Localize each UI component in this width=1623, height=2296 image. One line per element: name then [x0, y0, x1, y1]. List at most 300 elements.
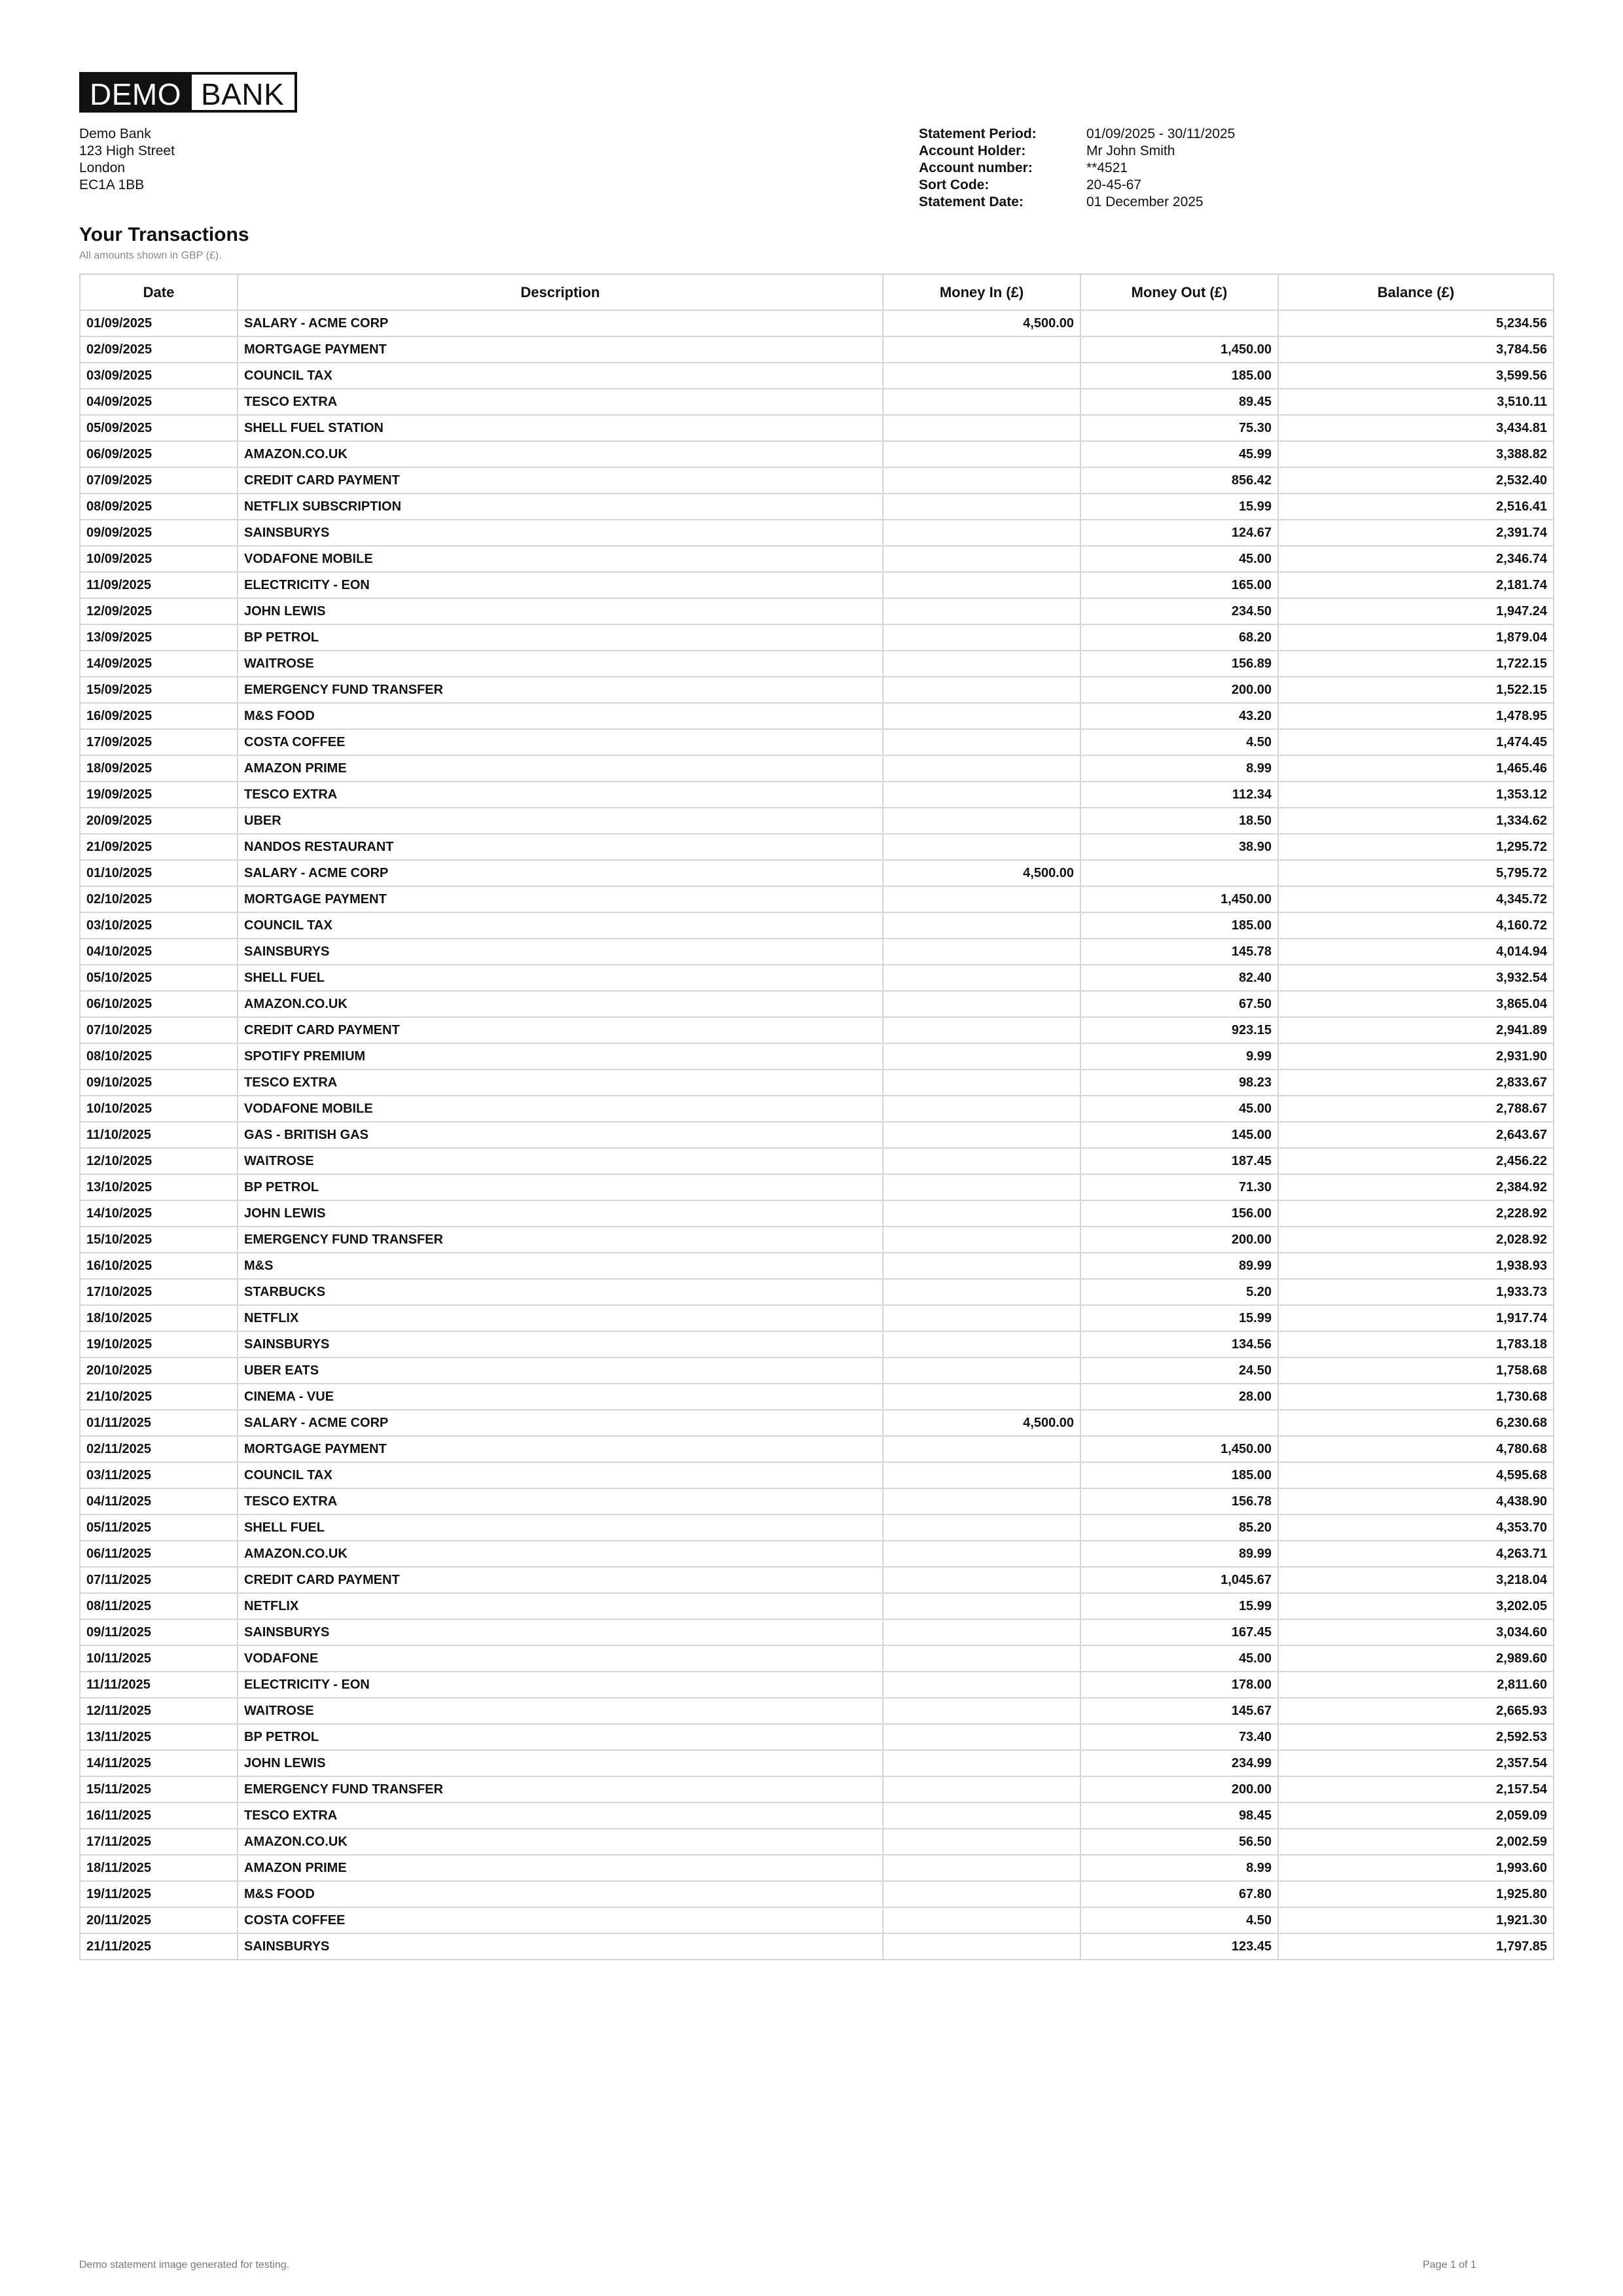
table-row: [80, 1645, 1554, 1672]
cell-money-in: [883, 546, 1080, 572]
account-holder-row: [919, 143, 1235, 160]
cell-description: COSTA COFFEE: [238, 729, 883, 755]
cell-money-in: [883, 441, 1080, 467]
cell-money-out: 124.67: [1080, 520, 1278, 546]
table-row: [80, 1593, 1554, 1619]
cell-money-out: [1080, 1410, 1278, 1436]
cell-money-in: [883, 912, 1080, 939]
cell-description: CREDIT CARD PAYMENT: [238, 467, 883, 493]
cell-money-out: 82.40: [1080, 965, 1278, 991]
address-line: 123 High Street: [79, 143, 175, 158]
cell-description: WAITROSE: [238, 1148, 883, 1174]
cell-balance: 1,917.74: [1278, 1305, 1554, 1331]
cell-money-in: [883, 572, 1080, 598]
cell-balance: 3,932.54: [1278, 965, 1554, 991]
cell-money-out: 4.50: [1080, 1907, 1278, 1933]
cell-balance: 5,795.72: [1278, 860, 1554, 886]
cell-description: SHELL FUEL: [238, 1515, 883, 1541]
statement-info: [919, 126, 1235, 211]
cell-balance: 1,938.93: [1278, 1253, 1554, 1279]
table-row: [80, 1305, 1554, 1331]
cell-balance: 2,384.92: [1278, 1174, 1554, 1200]
cell-money-out: 234.99: [1080, 1750, 1278, 1776]
table-row: [80, 912, 1554, 939]
cell-description: SAINSBURYS: [238, 939, 883, 965]
cell-description: JOHN LEWIS: [238, 1200, 883, 1227]
cell-date: 14/11/2025: [80, 1750, 238, 1776]
cell-money-in: [883, 1200, 1080, 1227]
cell-money-in: [883, 1541, 1080, 1567]
cell-date: 04/10/2025: [80, 939, 238, 965]
cell-description: AMAZON.CO.UK: [238, 1829, 883, 1855]
cell-balance: 1,474.45: [1278, 729, 1554, 755]
table-row: [80, 1410, 1554, 1436]
cell-balance: 3,599.56: [1278, 363, 1554, 389]
info-value: 01/09/2025 - 30/11/2025: [1086, 126, 1236, 141]
cell-balance: 2,059.09: [1278, 1803, 1554, 1829]
cell-money-in: [883, 1619, 1080, 1645]
table-row: [80, 1829, 1554, 1855]
cell-balance: 1,522.15: [1278, 677, 1554, 703]
cell-date: 12/09/2025: [80, 598, 238, 624]
cell-date: 18/09/2025: [80, 755, 238, 781]
cell-money-in: [883, 1436, 1080, 1462]
table-header-row: [80, 274, 1554, 310]
cell-date: 02/11/2025: [80, 1436, 238, 1462]
cell-description: EMERGENCY FUND TRANSFER: [238, 1776, 883, 1803]
table-row: [80, 991, 1554, 1017]
info-label: Statement Date:: [919, 194, 1024, 209]
cell-money-in: [883, 1357, 1080, 1384]
cell-money-out: 85.20: [1080, 1515, 1278, 1541]
cell-date: 10/10/2025: [80, 1096, 238, 1122]
cell-money-out: 123.45: [1080, 1933, 1278, 1960]
table-row: [80, 1698, 1554, 1724]
cell-date: 21/10/2025: [80, 1384, 238, 1410]
table-row: [80, 1017, 1554, 1043]
table-row: [80, 572, 1554, 598]
logo-demo-text: DEMO: [82, 75, 192, 110]
cell-money-out: 43.20: [1080, 703, 1278, 729]
table-row: [80, 389, 1554, 415]
cell-description: SALARY - ACME CORP: [238, 1410, 883, 1436]
cell-money-in: [883, 651, 1080, 677]
cell-description: VODAFONE MOBILE: [238, 546, 883, 572]
cell-money-out: 856.42: [1080, 467, 1278, 493]
cell-description: BP PETROL: [238, 1724, 883, 1750]
cell-money-in: [883, 1645, 1080, 1672]
cell-money-out: [1080, 310, 1278, 336]
address-line: London: [79, 160, 126, 175]
table-row: [80, 1672, 1554, 1698]
cell-balance: 2,002.59: [1278, 1829, 1554, 1855]
cell-balance: 4,780.68: [1278, 1436, 1554, 1462]
cell-money-out: 8.99: [1080, 1855, 1278, 1881]
cell-balance: 1,334.62: [1278, 808, 1554, 834]
cell-date: 16/10/2025: [80, 1253, 238, 1279]
cell-balance: 2,456.22: [1278, 1148, 1554, 1174]
cell-balance: 4,438.90: [1278, 1488, 1554, 1515]
cell-balance: 2,346.74: [1278, 546, 1554, 572]
cell-date: 06/10/2025: [80, 991, 238, 1017]
cell-description: WAITROSE: [238, 1698, 883, 1724]
cell-description: SAINSBURYS: [238, 1331, 883, 1357]
cell-money-in: [883, 1122, 1080, 1148]
cell-description: TESCO EXTRA: [238, 1488, 883, 1515]
page-number: Page 1 of 1: [1423, 2259, 1476, 2270]
cell-description: NANDOS RESTAURANT: [238, 834, 883, 860]
info-value: 01 December 2025: [1086, 194, 1204, 209]
cell-date: 07/11/2025: [80, 1567, 238, 1593]
cell-description: VODAFONE MOBILE: [238, 1096, 883, 1122]
table-row: [80, 1384, 1554, 1410]
cell-money-out: 18.50: [1080, 808, 1278, 834]
address-line: EC1A 1BB: [79, 177, 145, 192]
cell-date: 18/11/2025: [80, 1855, 238, 1881]
table-row: [80, 1776, 1554, 1803]
table-row: [80, 1541, 1554, 1567]
table-row: [80, 546, 1554, 572]
cell-date: 11/11/2025: [80, 1672, 238, 1698]
cell-description: UBER EATS: [238, 1357, 883, 1384]
cell-money-in: [883, 834, 1080, 860]
table-row: [80, 1253, 1554, 1279]
cell-balance: 3,218.04: [1278, 1567, 1554, 1593]
cell-money-in: [883, 1907, 1080, 1933]
cell-money-in: [883, 1462, 1080, 1488]
column-header-description: Description: [238, 274, 883, 310]
cell-money-out: 185.00: [1080, 1462, 1278, 1488]
table-row: [80, 1122, 1554, 1148]
cell-date: 20/10/2025: [80, 1357, 238, 1384]
cell-description: TESCO EXTRA: [238, 1803, 883, 1829]
cell-balance: 3,034.60: [1278, 1619, 1554, 1645]
table-row: [80, 336, 1554, 363]
footer-note: Demo statement image generated for testing.: [79, 2259, 290, 2270]
cell-money-out: 73.40: [1080, 1724, 1278, 1750]
table-row: [80, 729, 1554, 755]
cell-money-out: 89.99: [1080, 1253, 1278, 1279]
cell-money-out: 145.00: [1080, 1122, 1278, 1148]
cell-money-in: [883, 415, 1080, 441]
cell-description: GAS - BRITISH GAS: [238, 1122, 883, 1148]
table-row: [80, 1724, 1554, 1750]
table-row: [80, 1227, 1554, 1253]
cell-balance: 1,993.60: [1278, 1855, 1554, 1881]
cell-money-out: 71.30: [1080, 1174, 1278, 1200]
cell-money-in: [883, 1488, 1080, 1515]
cell-money-out: 145.67: [1080, 1698, 1278, 1724]
cell-money-in: [883, 1096, 1080, 1122]
cell-money-out: 185.00: [1080, 912, 1278, 939]
table-row: [80, 1907, 1554, 1933]
cell-description: ELECTRICITY - EON: [238, 1672, 883, 1698]
info-label: Account Holder:: [919, 143, 1026, 158]
table-row: [80, 1567, 1554, 1593]
table-row: [80, 651, 1554, 677]
cell-money-in: [883, 1593, 1080, 1619]
cell-money-in: [883, 493, 1080, 520]
table-row: [80, 415, 1554, 441]
cell-money-in: 4,500.00: [883, 310, 1080, 336]
cell-description: SAINSBURYS: [238, 1933, 883, 1960]
cell-money-out: 134.56: [1080, 1331, 1278, 1357]
cell-balance: 4,345.72: [1278, 886, 1554, 912]
cell-date: 15/09/2025: [80, 677, 238, 703]
cell-balance: 3,388.82: [1278, 441, 1554, 467]
cell-description: SAINSBURYS: [238, 520, 883, 546]
cell-date: 07/10/2025: [80, 1017, 238, 1043]
cell-money-out: 234.50: [1080, 598, 1278, 624]
cell-money-in: [883, 1881, 1080, 1907]
table-row: [80, 624, 1554, 651]
table-row: [80, 1881, 1554, 1907]
cell-money-out: 68.20: [1080, 624, 1278, 651]
table-row: [80, 886, 1554, 912]
cell-balance: 1,730.68: [1278, 1384, 1554, 1410]
info-label: Statement Period:: [919, 126, 1037, 141]
cell-balance: 2,941.89: [1278, 1017, 1554, 1043]
cell-balance: 1,783.18: [1278, 1331, 1554, 1357]
cell-balance: 2,228.92: [1278, 1200, 1554, 1227]
cell-date: 08/11/2025: [80, 1593, 238, 1619]
table-row: [80, 808, 1554, 834]
cell-date: 13/10/2025: [80, 1174, 238, 1200]
cell-money-out: 15.99: [1080, 1305, 1278, 1331]
info-value: **4521: [1086, 160, 1128, 175]
cell-money-in: [883, 886, 1080, 912]
cell-money-out: 45.00: [1080, 546, 1278, 572]
cell-balance: 1,797.85: [1278, 1933, 1554, 1960]
cell-date: 20/11/2025: [80, 1907, 238, 1933]
cell-money-in: [883, 598, 1080, 624]
cell-description: NETFLIX SUBSCRIPTION: [238, 493, 883, 520]
cell-money-out: 38.90: [1080, 834, 1278, 860]
cell-date: 07/09/2025: [80, 467, 238, 493]
table-row: [80, 310, 1554, 336]
table-row: [80, 441, 1554, 467]
cell-date: 06/11/2025: [80, 1541, 238, 1567]
cell-money-in: [883, 1515, 1080, 1541]
account-number-row: [919, 160, 1235, 177]
table-row: [80, 1174, 1554, 1200]
cell-balance: 3,434.81: [1278, 415, 1554, 441]
table-row: [80, 1357, 1554, 1384]
cell-money-in: [883, 1227, 1080, 1253]
cell-date: 03/11/2025: [80, 1462, 238, 1488]
cell-balance: 2,811.60: [1278, 1672, 1554, 1698]
cell-money-in: [883, 1148, 1080, 1174]
cell-date: 14/10/2025: [80, 1200, 238, 1227]
cell-money-in: [883, 1698, 1080, 1724]
cell-date: 09/11/2025: [80, 1619, 238, 1645]
table-row: [80, 1619, 1554, 1645]
cell-balance: 3,784.56: [1278, 336, 1554, 363]
cell-money-in: [883, 1174, 1080, 1200]
cell-description: MORTGAGE PAYMENT: [238, 1436, 883, 1462]
cell-date: 12/11/2025: [80, 1698, 238, 1724]
table-row: [80, 755, 1554, 781]
cell-money-in: [883, 939, 1080, 965]
cell-money-out: 112.34: [1080, 781, 1278, 808]
cell-money-in: [883, 1384, 1080, 1410]
table-row: [80, 598, 1554, 624]
info-label: Sort Code:: [919, 177, 990, 192]
cell-description: STARBUCKS: [238, 1279, 883, 1305]
cell-money-out: 45.00: [1080, 1096, 1278, 1122]
cell-money-out: 75.30: [1080, 415, 1278, 441]
cell-date: 13/09/2025: [80, 624, 238, 651]
cell-description: MORTGAGE PAYMENT: [238, 886, 883, 912]
cell-money-out: 1,045.67: [1080, 1567, 1278, 1593]
cell-money-in: [883, 1750, 1080, 1776]
cell-money-out: 200.00: [1080, 1776, 1278, 1803]
table-row: [80, 781, 1554, 808]
cell-money-out: 185.00: [1080, 363, 1278, 389]
cell-balance: 2,643.67: [1278, 1122, 1554, 1148]
cell-balance: 3,865.04: [1278, 991, 1554, 1017]
cell-balance: 2,181.74: [1278, 572, 1554, 598]
cell-money-in: [883, 363, 1080, 389]
cell-money-out: 4.50: [1080, 729, 1278, 755]
cell-money-out: 1,450.00: [1080, 336, 1278, 363]
cell-money-in: [883, 1567, 1080, 1593]
cell-date: 17/11/2025: [80, 1829, 238, 1855]
cell-description: SPOTIFY PREMIUM: [238, 1043, 883, 1069]
table-row: [80, 1515, 1554, 1541]
cell-date: 01/09/2025: [80, 310, 238, 336]
cell-description: TESCO EXTRA: [238, 781, 883, 808]
cell-balance: 1,925.80: [1278, 1881, 1554, 1907]
cell-date: 15/10/2025: [80, 1227, 238, 1253]
cell-date: 11/10/2025: [80, 1122, 238, 1148]
table-row: [80, 703, 1554, 729]
cell-money-in: [883, 1069, 1080, 1096]
cell-money-out: 67.50: [1080, 991, 1278, 1017]
info-value: Mr John Smith: [1086, 143, 1175, 158]
cell-date: 05/10/2025: [80, 965, 238, 991]
cell-money-in: [883, 1724, 1080, 1750]
table-row: [80, 1750, 1554, 1776]
table-row: [80, 1148, 1554, 1174]
cell-money-out: 24.50: [1080, 1357, 1278, 1384]
cell-balance: 1,933.73: [1278, 1279, 1554, 1305]
cell-balance: 4,353.70: [1278, 1515, 1554, 1541]
cell-money-in: 4,500.00: [883, 860, 1080, 886]
cell-money-in: [883, 1803, 1080, 1829]
table-row: [80, 1803, 1554, 1829]
cell-date: 14/09/2025: [80, 651, 238, 677]
table-row: [80, 1331, 1554, 1357]
table-row: [80, 677, 1554, 703]
cell-money-in: [883, 1672, 1080, 1698]
cell-money-out: 45.99: [1080, 441, 1278, 467]
cell-balance: 2,788.67: [1278, 1096, 1554, 1122]
cell-description: AMAZON.CO.UK: [238, 991, 883, 1017]
info-value: 20-45-67: [1086, 177, 1142, 192]
cell-balance: 2,516.41: [1278, 493, 1554, 520]
cell-money-out: 89.45: [1080, 389, 1278, 415]
cell-money-out: 67.80: [1080, 1881, 1278, 1907]
cell-date: 06/09/2025: [80, 441, 238, 467]
cell-description: COUNCIL TAX: [238, 363, 883, 389]
cell-money-in: [883, 1829, 1080, 1855]
cell-balance: 4,014.94: [1278, 939, 1554, 965]
table-row: [80, 1069, 1554, 1096]
cell-date: 01/10/2025: [80, 860, 238, 886]
cell-date: 10/11/2025: [80, 1645, 238, 1672]
cell-balance: 2,028.92: [1278, 1227, 1554, 1253]
cell-money-in: 4,500.00: [883, 1410, 1080, 1436]
cell-money-out: 89.99: [1080, 1541, 1278, 1567]
cell-money-in: [883, 624, 1080, 651]
cell-date: 19/10/2025: [80, 1331, 238, 1357]
cell-description: SHELL FUEL STATION: [238, 415, 883, 441]
cell-date: 17/09/2025: [80, 729, 238, 755]
cell-money-out: 923.15: [1080, 1017, 1278, 1043]
cell-money-in: [883, 755, 1080, 781]
cell-balance: 1,353.12: [1278, 781, 1554, 808]
cell-balance: 3,202.05: [1278, 1593, 1554, 1619]
cell-description: BP PETROL: [238, 624, 883, 651]
cell-money-in: [883, 965, 1080, 991]
statement-date-row: [919, 194, 1235, 211]
table-row: [80, 1462, 1554, 1488]
cell-balance: 4,160.72: [1278, 912, 1554, 939]
cell-money-in: [883, 1776, 1080, 1803]
logo-bank-text: BANK: [192, 75, 294, 110]
cell-money-out: 15.99: [1080, 493, 1278, 520]
column-header-money-in: Money In (£): [883, 274, 1080, 310]
cell-balance: 2,357.54: [1278, 1750, 1554, 1776]
cell-money-out: 28.00: [1080, 1384, 1278, 1410]
cell-date: 09/09/2025: [80, 520, 238, 546]
cell-money-out: 5.20: [1080, 1279, 1278, 1305]
cell-description: JOHN LEWIS: [238, 1750, 883, 1776]
cell-money-in: [883, 1279, 1080, 1305]
cell-money-in: [883, 781, 1080, 808]
cell-description: AMAZON.CO.UK: [238, 441, 883, 467]
cell-money-out: 45.00: [1080, 1645, 1278, 1672]
cell-balance: 1,295.72: [1278, 834, 1554, 860]
cell-money-in: [883, 467, 1080, 493]
cell-money-out: 156.78: [1080, 1488, 1278, 1515]
cell-description: WAITROSE: [238, 651, 883, 677]
cell-balance: 3,510.11: [1278, 389, 1554, 415]
cell-money-out: 8.99: [1080, 755, 1278, 781]
table-row: [80, 1043, 1554, 1069]
cell-balance: 1,879.04: [1278, 624, 1554, 651]
cell-money-in: [883, 991, 1080, 1017]
cell-money-out: 167.45: [1080, 1619, 1278, 1645]
cell-balance: 2,665.93: [1278, 1698, 1554, 1724]
cell-money-out: 98.23: [1080, 1069, 1278, 1096]
cell-money-in: [883, 1855, 1080, 1881]
table-row: [80, 1200, 1554, 1227]
cell-money-in: [883, 1331, 1080, 1357]
cell-description: CREDIT CARD PAYMENT: [238, 1017, 883, 1043]
table-row: [80, 1096, 1554, 1122]
table-row: [80, 965, 1554, 991]
cell-description: EMERGENCY FUND TRANSFER: [238, 1227, 883, 1253]
sort-code-row: [919, 177, 1235, 194]
cell-date: 20/09/2025: [80, 808, 238, 834]
cell-money-in: [883, 1305, 1080, 1331]
bank-address: [79, 126, 175, 194]
bank-logo: [79, 72, 297, 113]
cell-description: CREDIT CARD PAYMENT: [238, 1567, 883, 1593]
cell-money-in: [883, 808, 1080, 834]
